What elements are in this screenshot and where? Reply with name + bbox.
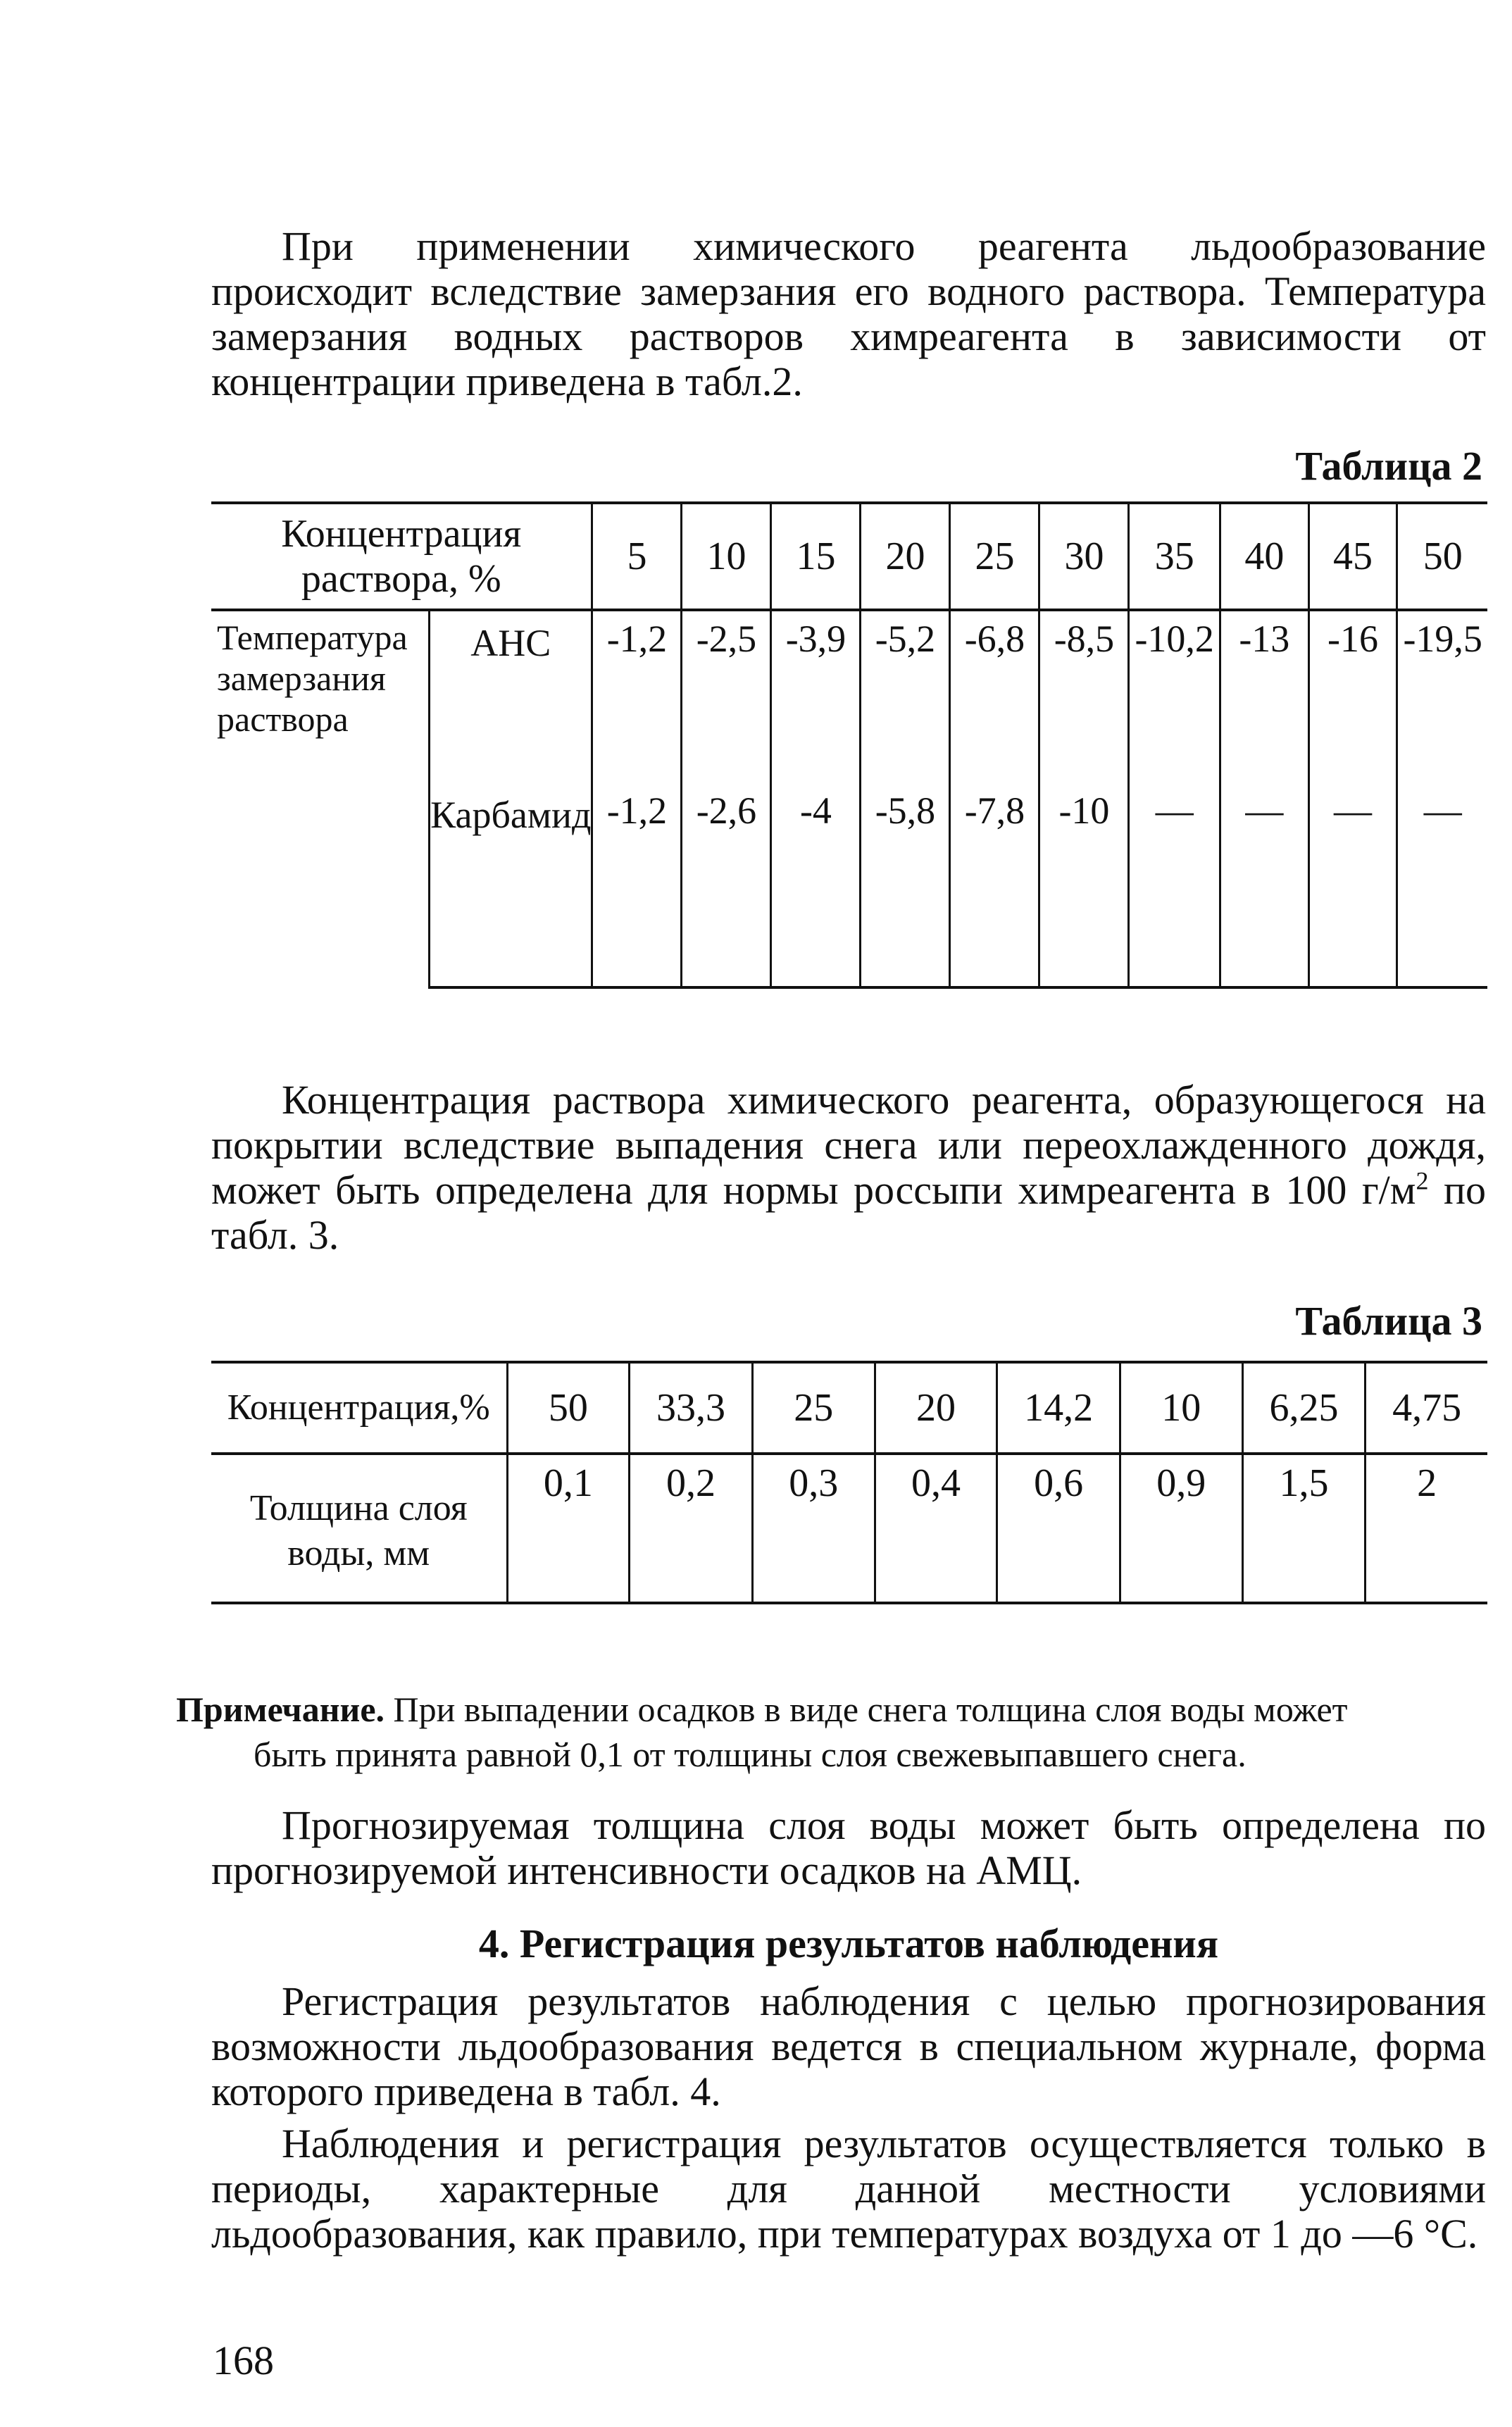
table2-cell: -10	[1039, 783, 1129, 987]
table3-col-header: 4,75	[1366, 1362, 1487, 1454]
table2-header-row	[211, 503, 1487, 610]
table2-cell: —	[1129, 783, 1220, 987]
paragraph-concentration-tail: по табл. 3.	[211, 1167, 1486, 1258]
table3-header-row	[211, 1362, 1487, 1454]
table2-cell: —	[1220, 783, 1308, 987]
section-heading: 4. Регистрация результатов наблюдения	[478, 1921, 1219, 1966]
superscript-2: 2	[1416, 1166, 1429, 1195]
table2-col-header: 15	[771, 503, 861, 610]
table2-cell: —	[1397, 783, 1487, 987]
note-text-line1: При выпадении осадков в виде снега толщина слоя воды может	[393, 1690, 1348, 1729]
table3-col-header: 14,2	[997, 1362, 1120, 1454]
table3-note	[176, 1687, 1486, 1777]
table2-cell: -1,2	[592, 610, 682, 783]
table3-caption: Таблица 3	[1295, 1298, 1482, 1344]
table3-cell: 0,2	[630, 1454, 753, 1603]
table3-header-concentration: Концентрация,%	[211, 1362, 507, 1454]
table2-col-header: 10	[682, 503, 771, 610]
table2-col-header: 30	[1039, 503, 1129, 610]
table2-col-header: 40	[1220, 503, 1308, 610]
table3-col-header: 33,3	[630, 1362, 753, 1454]
table2-col-header: 25	[950, 503, 1039, 610]
table2-row-label: АНС	[430, 610, 592, 783]
table2-cell: -13	[1220, 610, 1308, 783]
table2-col-header: 5	[592, 503, 682, 610]
table2-caption: Таблица 2	[1295, 443, 1482, 489]
table2-cell: -5,8	[861, 783, 950, 987]
table3-cell: 0,3	[752, 1454, 875, 1603]
table3-cell: 1,5	[1242, 1454, 1366, 1603]
table3-cell: 0,9	[1120, 1454, 1242, 1603]
paragraph-concentration	[211, 1078, 1486, 1258]
table3-cell: 0,6	[997, 1454, 1120, 1603]
table2-col-header: 50	[1397, 503, 1487, 610]
table3-col-header: 6,25	[1242, 1362, 1366, 1454]
table2-col-header: 45	[1308, 503, 1397, 610]
table3-cell: 2	[1366, 1454, 1487, 1603]
freezing-temperature-table	[211, 501, 1487, 989]
table2-cell: -10,2	[1129, 610, 1220, 783]
note-text-line2: быть принята равной 0,1 от толщины слоя свежевыпавшего снега.	[254, 1735, 1247, 1774]
table3-cell: 0,1	[507, 1454, 630, 1603]
table2-cell: -16	[1308, 610, 1397, 783]
paragraph-registration: Регистрация результатов наблюдения с целью прогнозирования возможности льдообразования ведется в специальном журнале, форма которого приведена в табл. 4.	[211, 1978, 1486, 2114]
table2-cell: -5,2	[861, 610, 950, 783]
paragraph-observations: Наблюдения и регистрация результатов осуществляется только в периоды, характерные для данной местности условиями льдообразования, как правило, при температурах воздуха от 1 до —6 °С.	[211, 2121, 1486, 2257]
table3-col-header: 50	[507, 1362, 630, 1454]
table3-col-header: 25	[752, 1362, 875, 1454]
table2-col-header: 35	[1129, 503, 1220, 610]
table2-cell: -1,2	[592, 783, 682, 987]
water-layer-table	[211, 1361, 1487, 1604]
paragraph-concentration-text: Концентрация раствора химического реагента, образующегося на покрытии вследствие выпадения снега или переохлажденного дождя, может быть определена для нормы россыпи химреагента в 100 г/м	[211, 1077, 1486, 1213]
paragraph-intro: При применении химического реагента льдообразование происходит вследствие замерзания его водного раствора. Температура замерзания водных растворов химреагента в зависимости от концентрации приведена в табл.2.	[211, 223, 1486, 404]
table2-cell: -19,5	[1397, 610, 1487, 783]
table3-col-header: 10	[1120, 1362, 1242, 1454]
note-label: Примечание.	[176, 1690, 385, 1729]
paragraph-forecast: Прогнозируемая толщина слоя воды может быть определена по прогнозируемой интенсивности осадков на АМЦ.	[211, 1802, 1486, 1893]
table2-cell: -6,8	[950, 610, 1039, 783]
page-number: 168	[213, 2338, 274, 2383]
table2-cell: -7,8	[950, 783, 1039, 987]
table3-row-thickness	[211, 1454, 1487, 1603]
table3-row-label: Толщина слоя воды, мм	[211, 1454, 507, 1603]
table2-header-concentration: Концентрация раствора, %	[211, 503, 592, 610]
table2-cell: —	[1308, 783, 1397, 987]
table2-cell: -2,6	[682, 783, 771, 987]
table3-cell: 0,4	[875, 1454, 997, 1603]
table2-row-ahc	[211, 610, 1487, 783]
table2-cell: -4	[771, 783, 861, 987]
table2-col-header: 20	[861, 503, 950, 610]
table2-row-label: Карбамид	[430, 783, 592, 987]
table3-col-header: 20	[875, 1362, 997, 1454]
table2-cell: -2,5	[682, 610, 771, 783]
table2-row-group-label: Температура замерзания раствора	[211, 610, 430, 987]
table2-cell: -3,9	[771, 610, 861, 783]
table2-cell: -8,5	[1039, 610, 1129, 783]
